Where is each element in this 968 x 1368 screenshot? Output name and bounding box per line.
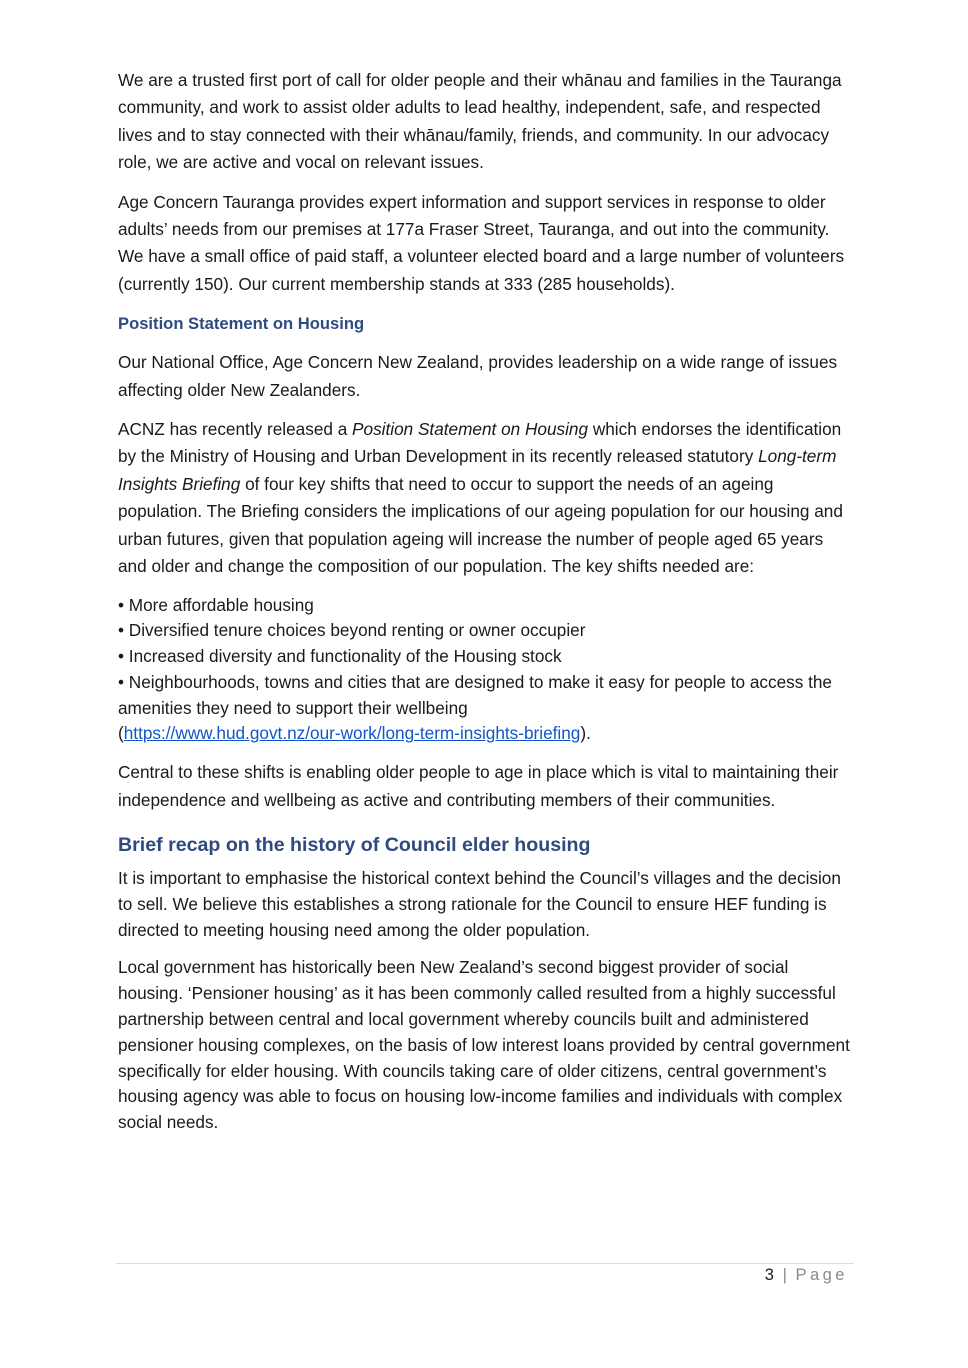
history-heading: Brief recap on the history of Council elder housing (118, 834, 591, 857)
position-paragraph-2 (118, 416, 856, 580)
intro-paragraph-1: We are a trusted first port of call for older people and their whānau and families in the Tauranga community, and work to assist older adults to lead healthy, independent, safe, and respected lives and to stay connected with their whānau/family, friends, and community. In our advocacy role, we are active and vocal on relevant issues. (118, 70, 842, 173)
position-paragraph-2-part-c: of four key shifts that need to occur to support the needs of an ageing population. The Briefing considers the implications of our ageing population for our housing and urban futures, given that population ageing will increase the number of people aged 65 years and older and change the composition of our population. The key shifts needed are: (118, 473, 843, 577)
briefing-title: Long-term Insights Briefing (118, 446, 837, 494)
list-item: • Diversified tenure choices beyond renting or owner occupier (118, 620, 586, 641)
list-item-text: • Neighbourhoods, towns and cities that are designed to make it easy for people to access the amenities they need to support their wellbeing (118, 671, 832, 718)
intro-paragraph-2: Age Concern Tauranga provides expert information and support services in response to older adults’ needs from our premises at 177a Fraser Street, Tauranga, and out into the community. We have a small office of paid staff, a volunteer elected board and a large number of volunteers (currently 150). Our current membership stands at 333 (285 households). (118, 191, 845, 294)
list-item: • Increased diversity and functionality of the Housing stock (118, 646, 562, 667)
page-footer (765, 1266, 848, 1285)
position-paragraph-2-part-b: which endorses the identification by the Ministry of Housing and Urban Development in its recently released statutory (118, 419, 842, 467)
list-item: • More affordable housing (118, 594, 314, 615)
page-number: 3 (764, 1266, 774, 1284)
position-paragraph-1: Our National Office, Age Concern New Zealand, provides leadership on a wide range of issues affecting older New Zealanders. (118, 352, 838, 400)
history-paragraph-2: Local government has historically been New Zealand’s second biggest provider of social housing. ‘Pensioner housing’ as it has been commonly called resulted from a highly successful partnership between central and local government whereby councils built and administered pensioner housing complexes, on the basis of low interest loans provided by central government specifically for elder housing. With councils taking care of older citizens, central government’s housing agency was able to focus on housing low-income families and individuals with complex social needs. (118, 957, 850, 1133)
position-paragraph-2-part-a: ACNZ has recently released a (118, 419, 353, 440)
footer-divider (116, 1263, 854, 1264)
footer-separator: | (782, 1266, 787, 1284)
hud-briefing-link[interactable]: https://www.hud.govt.nz/our-work/long-term-insights-briefing (123, 723, 581, 744)
position-statement-title: Position Statement on Housing (352, 419, 589, 440)
page-label: Page (795, 1266, 848, 1284)
key-shifts-list (118, 593, 856, 748)
history-paragraph-1: It is important to emphasise the historical context behind the Council’s villages and the decision to sell. We believe this establishes a strong rationale for the Council to ensure HEF funding is directed to meeting housing need among the older population. (118, 868, 841, 940)
position-statement-heading: Position Statement on Housing (118, 314, 365, 334)
list-item (118, 670, 856, 747)
position-paragraph-3: Central to these shifts is enabling older people to age in place which is vital to maintaining their independence and wellbeing as active and contributing members of their communities. (118, 762, 839, 810)
link-close-paren: ). (580, 723, 591, 744)
link-open-paren: ( (118, 723, 124, 744)
document-page (118, 67, 856, 1148)
